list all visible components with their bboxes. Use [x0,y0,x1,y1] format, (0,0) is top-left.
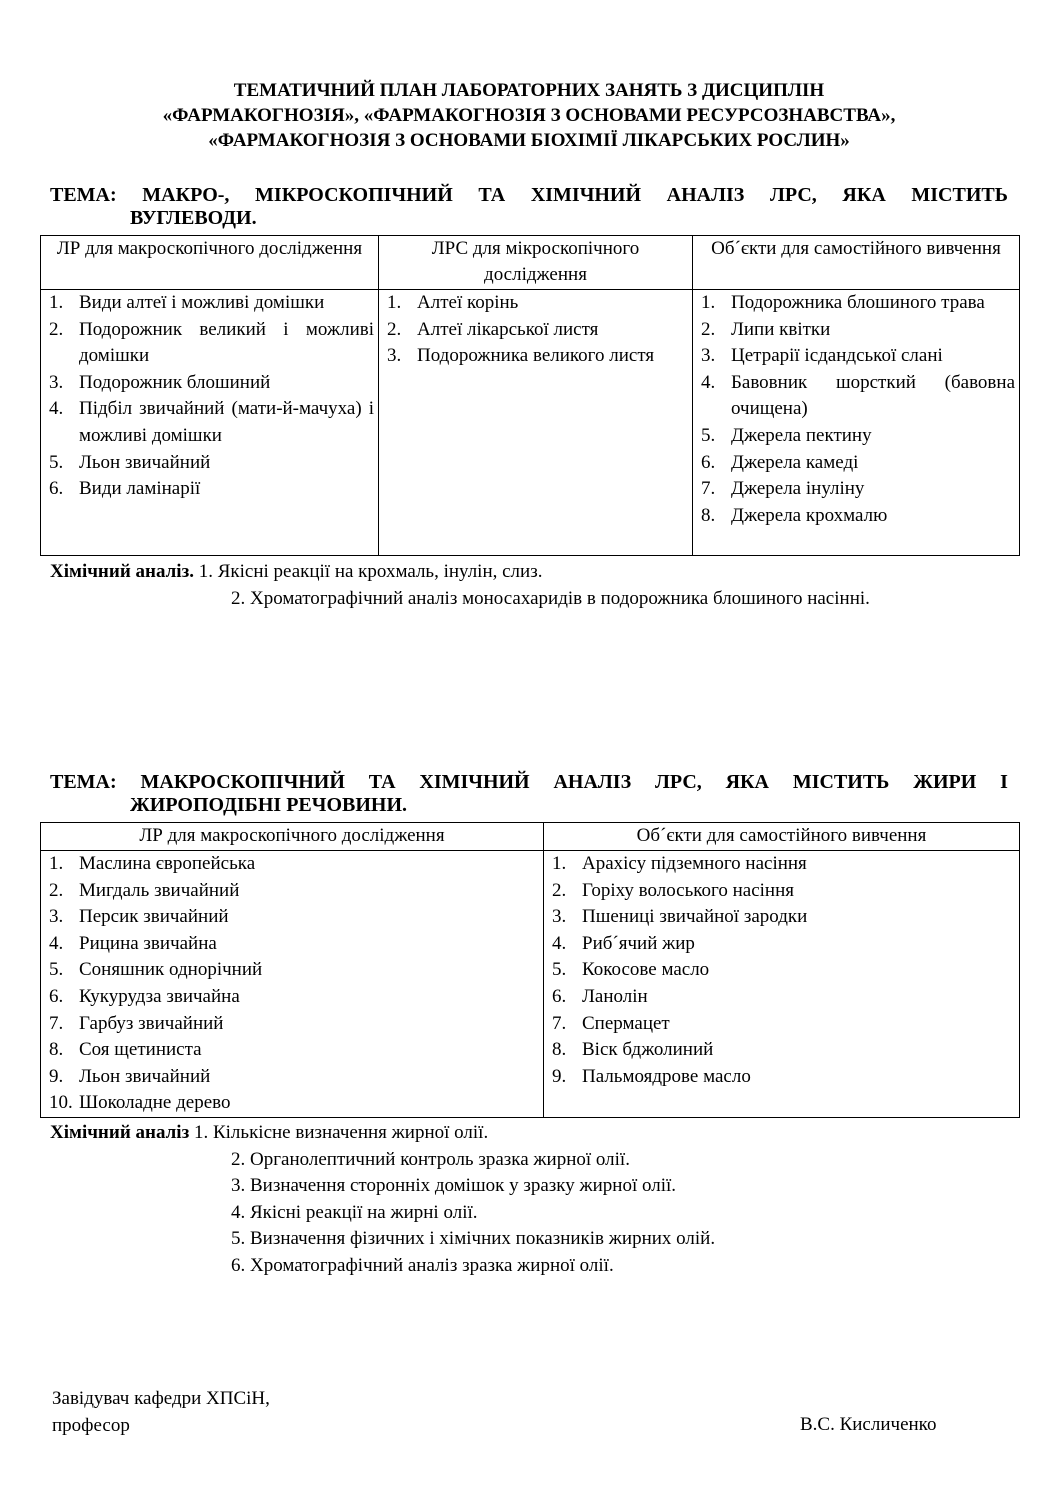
chem-label: Хімічний аналіз [50,1122,190,1143]
list-item: 5. Джерела пектину [701,424,872,446]
topic-1-heading [50,184,1008,230]
list-item: 6. Кукурудза звичайна [49,985,240,1007]
table-cell [41,851,544,1118]
signature-position: Завідувач кафедри ХПСіН, [52,1388,270,1409]
list-item: 8. Віск бджолиний [552,1039,714,1061]
list-item: 1. Подорожника блошиного трава [701,292,985,313]
topic-heading-line: ТЕМА: МАКРОСКОПІЧНИЙ ТА ХІМІЧНИЙ АНАЛІЗ ЛРС, ЯКА МІСТИТЬ ЖИРИ І [50,771,1008,793]
document-title [40,78,1018,153]
list-item: 9. Льон звичайний [49,1065,211,1087]
list-item: 1. Алтеї корінь [387,292,519,313]
list-item: 3. Подорожника великого листя [387,345,655,367]
table-row [41,851,1020,1118]
list-item: 1. Види алтеї і можливі домішки [49,292,325,313]
column-header: ЛР для макроскопічного дослідження [41,236,379,290]
table-cell [693,290,1020,556]
list-item: 7. Гарбуз звичайний [49,1012,224,1034]
list-item: 4. Рицина звичайна [49,932,217,954]
list-item: 6. Види ламінарії [49,478,201,500]
column-header: Об´єкти для самостійного вивчення [693,236,1020,290]
column-header: ЛР для макроскопічного дослідження [41,823,544,851]
chem-item: 1. Кількісне визначення жирної олії. [193,1122,489,1143]
column-header: Об´єкти для самостійного вивчення [544,823,1020,851]
list-item: 9. Пальмоядрове масло [552,1065,751,1087]
chem-item: 2. Хроматографічний аналіз моносахаридів в подорожника блошиного насінні. [231,587,870,609]
list-item: 2. Горіху волоського насіння [552,879,794,901]
chem-item: 5. Визначення фізичних і хімічних показників жирних олій. [231,1228,716,1249]
table-header-row [41,236,1020,290]
list-item: 3. Персик звичайний [49,906,229,928]
signature-block [52,1386,270,1439]
title-line: ТЕМАТИЧНИЙ ПЛАН ЛАБОРАТОРНИХ ЗАНЯТЬ З ДИСЦИПЛІН [233,80,825,101]
title-line: «ФАРМАКОГНОЗІЯ», «ФАРМАКОГНОЗІЯ З ОСНОВАМИ РЕСУРСОЗНАВСТВА», [162,105,896,126]
list-item: 7. Джерела інуліну [701,478,865,500]
list-item: 7. Спермацет [552,1012,670,1034]
list-item: 2. Липи квітки [701,318,831,340]
list-item: 2. Мигдаль звичайний [49,879,240,901]
list-item: 3. Подорожник блошиний [49,371,271,393]
table-header-row [41,823,1020,851]
list-item: 5. Соняшник однорічний [49,959,263,981]
topic-heading-line: ТЕМА: МАКРО-, МІКРОСКОПІЧНИЙ ТА ХІМІЧНИЙ АНАЛІЗ ЛРС, ЯКА МІСТИТЬ [50,184,1008,206]
chem-item: 3. Визначення сторонніх домішок у зразку жирної олії. [231,1175,677,1196]
topic-2-table [40,822,1020,1118]
self-study-list [548,851,1015,1090]
list-item: 8. Джерела крохмалю [701,504,888,526]
topic-heading-continuation: ЖИРОПОДІБНІ РЕЧОВИНИ. [130,794,408,816]
topic-1-chemical-analysis [50,559,1008,612]
topic-2-heading [50,771,1008,817]
microscopic-list [383,290,688,370]
title-line: «ФАРМАКОГНОЗІЯ З ОСНОВАМИ БІОХІМІЇ ЛІКАРСЬКИХ РОСЛИН» [208,130,850,151]
macroscopic-list [45,851,539,1117]
list-item: 4. Бавовник шорсткий (бавовна очищена) [701,371,1015,420]
macroscopic-list [45,290,374,503]
topic-heading-continuation: ВУГЛЕВОДИ. [130,207,257,229]
list-item: 4. Риб´ячий жир [552,932,695,954]
topic-1-table [40,235,1020,556]
chem-item: 6. Хроматографічний аналіз зразка жирної олії. [231,1254,614,1276]
signature-title: професор [52,1414,130,1436]
list-item: 5. Кокосове масло [552,959,710,981]
list-item: 8. Соя щетиниста [49,1039,202,1061]
list-item: 6. Ланолін [552,985,648,1007]
chem-item: 1. Якісні реакції на крохмаль, інулін, слиз. [198,561,543,582]
list-item: 3. Цетрарії ісдандської слані [701,345,943,367]
list-item: 4. Підбіл звичайний (мати-й-мачуха) і можливі домішки [49,398,374,446]
topic-2-chemical-analysis [50,1120,1008,1279]
column-header: ЛРС для мікроскопічного дослідження [379,236,693,290]
list-item: 2. Подорожник великий і можливі домішки [49,318,374,367]
list-item: 1. Арахісу підземного насіння [552,853,807,874]
list-item: 5. Льон звичайний [49,451,211,473]
list-item: 1. Маслина європейська [49,853,256,874]
table-cell [379,290,693,556]
list-item: 3. Пшениці звичайної зародки [552,906,808,928]
chem-label: Хімічний аналіз. [50,561,194,582]
list-item: 10. Шоколадне дерево [49,1092,231,1114]
table-cell [544,851,1020,1118]
table-cell [41,290,379,556]
list-item: 6. Джерела камеді [701,451,859,473]
chem-item: 2. Органолептичний контроль зразка жирної олії. [231,1148,630,1170]
list-item: 2. Алтеї лікарської листя [387,318,599,340]
table-row [41,290,1020,556]
signature-name: В.С. Кисличенко [800,1414,937,1435]
chem-item: 4. Якісні реакції на жирні олії. [231,1201,478,1223]
self-study-list [697,290,1015,529]
